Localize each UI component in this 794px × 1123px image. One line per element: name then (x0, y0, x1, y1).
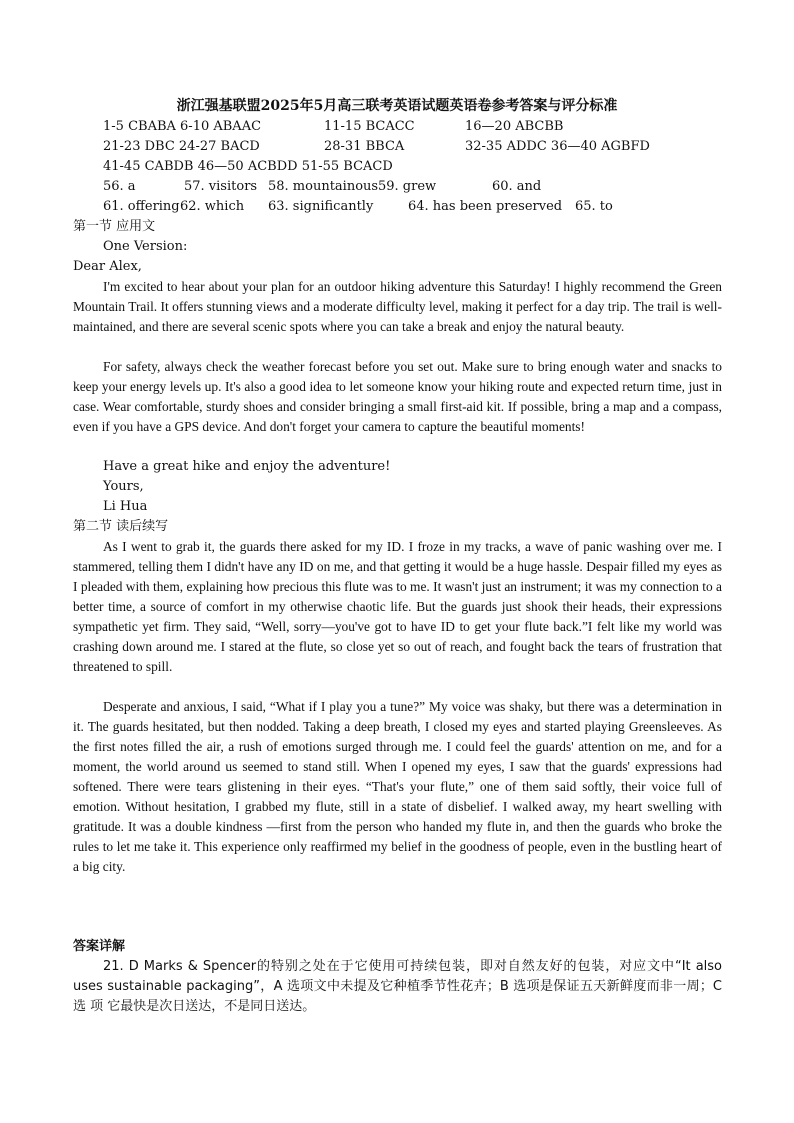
answer-cell: 11-15 BCACC (324, 119, 415, 134)
answer-cell: 57. visitors (184, 179, 258, 194)
answer-cell: 32-35 ADDC 36—40 AGBFD (465, 139, 650, 154)
answer-row-3 (0, 157, 794, 177)
answer-row-4 (0, 177, 794, 197)
letter-closing: Yours, (103, 479, 144, 494)
answer-row-2 (0, 137, 794, 157)
answer-cell: 61. offering (103, 199, 180, 214)
answer-cell: 62. which (180, 199, 245, 214)
section-2-heading: 第二节 读后续写 (73, 519, 169, 534)
letter-signature: Li Hua (103, 499, 148, 514)
answer-cell: 1-5 CBABA 6-10 ABAAC (103, 119, 262, 134)
document-title: 浙江强基联盟2025年5月高三联考英语试题英语卷参考答案与评分标准 (176, 98, 618, 114)
answer-cell: 58. mountainous (268, 179, 379, 194)
section-1-heading: 第一节 应用文 (73, 219, 156, 234)
letter-greeting: Dear Alex, (73, 259, 142, 274)
story-paragraph-1: As I went to grab it, the guards there asked for my ID. I froze in my tracks, a wave of panic washing over me. I stammered, telling them I didn't have any ID on me, and that getting it would be a huge hassle. Despair filled my eyes as I pleaded with them, explaining how precious this flute was to me. It wasn't just an instrument; it was my connection to a better time, a source of comfort in my otherwise chaotic life. But the guards just shook their heads, their expressions sympathetic yet firm. They said, “Well, sorry—you've got to have ID to get your flute back.”I felt like my world was crashing down around me. I stared at the flute, so close yet so out of reach, and fought back the tears of frustration that threatened to spill. (73, 539, 722, 674)
answer-cell: 60. and (492, 179, 542, 194)
letter-paragraph-2: For safety, always check the weather forecast before you set out. Make sure to bring enough water and snacks to keep your energy levels up. It's also a good idea to let someone know your hiking route and expected return time, just in case. Wear comfortable, sturdy shoes and consider bringing a small first-aid kit. If possible, bring a map and a compass, even if you have a GPS device. And don't forget your camera to capture the beautiful moments! (73, 359, 722, 434)
answer-cell: 16—20 ABCBB (465, 119, 564, 134)
letter-paragraph-1: I'm excited to hear about your plan for an outdoor hiking adventure this Saturday! I highly recommend the Green Mountain Trail. It offers stunning views and a moderate difficulty level, making it perfect for a day trip. The trail is well-maintained, and there are several scenic spots where you can take a break and enjoy the natural beauty. (73, 279, 722, 334)
answer-cell: 59. grew (378, 179, 437, 194)
answer-cell: 64. has been preserved (408, 199, 563, 214)
answer-cell: 28-31 BBCA (324, 139, 405, 154)
letter-paragraph-3: Have a great hike and enjoy the adventure! (103, 459, 391, 474)
answer-cell: 21-23 DBC 24-27 BACD (103, 139, 260, 154)
story-paragraph-2: Desperate and anxious, I said, “What if I play you a tune?” My voice was shaky, but there was a determination in it. The guards hesitated, but then nodded. Taking a deep breath, I closed my eyes and started playing Greensleeves. As the first notes filled the air, a rush of emotions surged through me. I could feel the guards' attention on me, and for a moment, the world around us seemed to stand still. When I opened my eyes, I saw that the guards' expressions had softened. There were tears glistening in their eyes. “That's your flute,” one of them said softly, their voice full of emotion. Without hesitation, I grabbed my flute, still in a state of disbelief. I walked away, my heart swelling with gratitude. It was a double kindness —first from the person who handed my flute in, and then the guards who broke the rules to let me take it. This experience only reaffirmed my belief in the goodness of people, even in the bustling heart of a big city. (73, 699, 722, 874)
answer-row-1 (0, 117, 794, 137)
answer-row-5 (0, 197, 794, 217)
explanation-heading: 答案详解 (73, 939, 126, 954)
answer-cell: 41-45 CABDB 46—50 ACBDD 51-55 BCACD (103, 159, 393, 174)
answer-cell: 56. a (103, 179, 136, 194)
answer-cell: 65. to (575, 199, 613, 214)
explanation-text: 21. D Marks & Spencer的特别之处在于它使用可持续包装，即对自然友好的包装，对应文中“It also uses sustainable packaging”，A 选项文中未提及它种植季节性花卉；B 选项是保证五天新鲜度而非一周；C 选 项 它最快是次日送达，不是同日送达。 (73, 959, 722, 1014)
version-label: One Version: (103, 239, 188, 254)
answer-cell: 63. significantly (268, 199, 374, 214)
